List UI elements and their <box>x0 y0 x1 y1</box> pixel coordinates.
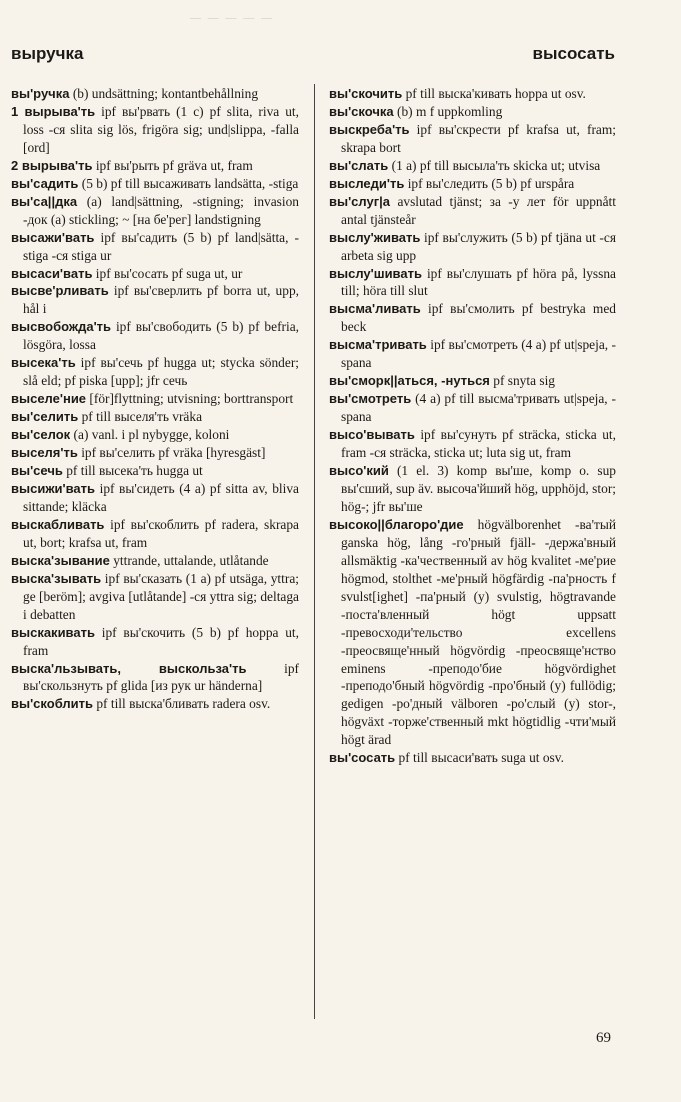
entry-definition: pf till высаси'вать suga ut osv. <box>395 750 564 766</box>
dictionary-entry <box>11 157 299 175</box>
entry-headword: высижи'вать <box>11 480 96 496</box>
entry-headword: выслу'живать <box>329 229 421 245</box>
entry-definition: ipf вы'сверлить pf borra ut, upp, hål i <box>23 283 299 317</box>
entry-headword: высма'тривать <box>329 337 427 353</box>
entry-definition: [för]flyttning; utvisning; borttransport <box>86 391 294 407</box>
dictionary-entry <box>329 157 616 175</box>
entry-headword: высма'ливать <box>329 301 421 317</box>
entry-definition: ipf вы'селить pf vräka [hyresgäst] <box>77 445 266 461</box>
entry-headword: вы'селить <box>11 409 79 425</box>
entry-definition: (b) m f uppkomling <box>393 103 503 119</box>
entry-headword: высве'рливать <box>11 283 109 299</box>
entry-definition: ipf вы'скочить (5 b) pf hoppa ut, fram <box>23 624 299 658</box>
dictionary-entry <box>11 390 299 408</box>
dictionary-entry <box>329 175 616 193</box>
entry-definition: pf till выселя'ть vräka <box>78 409 203 425</box>
entry-definition: pf till выска'бливать radera osv. <box>93 696 271 712</box>
entry-headword: вы'селок <box>11 427 71 443</box>
entry-definition: pf snyta sig <box>489 373 555 389</box>
entry-headword: выска'зывать <box>11 570 102 586</box>
header-right-guideword: высосать <box>532 44 615 63</box>
dictionary-entry <box>329 462 616 516</box>
entry-definition: ipf вы'рыть pf gräva ut, fram <box>92 157 253 173</box>
entry-headword: высвобожда'ть <box>11 319 112 335</box>
entry-definition: (1 a) pf till высыла'ть skicka ut; utvisa <box>388 157 601 173</box>
entry-headword: выска'льзывать, выскольза'ть <box>11 660 247 676</box>
entry-headword: вы'слуг|а <box>329 193 391 209</box>
header-left-guideword: выручка <box>11 44 84 63</box>
running-header <box>11 44 615 70</box>
dictionary-entry <box>11 408 299 426</box>
dictionary-entry <box>329 749 616 767</box>
entry-headword: выслу'шивать <box>329 265 422 281</box>
entry-headword: высо'кий <box>329 463 389 479</box>
dictionary-entry <box>329 390 616 426</box>
entry-definition: (1 el. 3) komp вы'ше, komp o. sup вы'сший, sup äv. высоча'йший hög, upphöjd, stor; hög-; jfr вы'ше <box>341 463 616 514</box>
entry-definition: ipf вы'слушать pf höra på, lyssna till; höra till slut <box>341 265 616 299</box>
right-column <box>329 85 616 767</box>
entry-headword: выскабливать <box>11 516 105 532</box>
entry-headword: высажи'вать <box>11 229 95 245</box>
entry-definition: (a) land|sättning, -stigning; invasion -док (a) stickling; ~ [на бе'рег] landstigning <box>23 193 299 227</box>
entry-definition: ipf вы'садить (5 b) pf land|sätta, -stiga -ся stiga ur <box>23 229 299 263</box>
entry-definition: (a) vanl. i pl nybygge, koloni <box>70 427 230 443</box>
dictionary-entry <box>11 318 299 354</box>
entry-headword: выска'зывание <box>11 552 110 568</box>
dictionary-entry <box>329 85 616 103</box>
left-column <box>11 85 299 713</box>
entry-definition: (b) undsättning; kontantbehållning <box>69 86 259 101</box>
entry-definition: ipf вы'сосать pf suga ut, ur <box>92 265 243 281</box>
dictionary-entry <box>11 552 299 570</box>
entry-definition: yttrande, uttalande, utlåtande <box>109 552 269 568</box>
dictionary-entry <box>329 426 616 462</box>
entry-definition: (5 b) pf till высаживать landsätta, -stiga <box>78 175 299 191</box>
entry-definition: ipf вы'сказать (1 a) pf utsäga, yttra; ge [beröm]; avgiva [utlåtande] -ся yttra sig; deltaga i debatten <box>23 570 299 622</box>
dictionary-entry <box>11 354 299 390</box>
entry-definition: ipf вы'следить (5 b) pf urspåra <box>404 175 575 191</box>
dictionary-entry <box>11 695 299 713</box>
entry-definition: ipf вы'служить (5 b) pf tjäna ut -ся arbeta sig upp <box>341 229 616 263</box>
dictionary-entry <box>11 516 299 552</box>
entry-headword: вы'слать <box>329 157 389 173</box>
dictionary-entry <box>11 175 299 193</box>
dictionary-entry <box>329 229 616 265</box>
entry-headword: высоко||благоро'дие <box>329 516 464 532</box>
entry-headword: высека'ть <box>11 355 76 371</box>
dictionary-entry <box>11 426 299 444</box>
entry-headword: вы'сечь <box>11 463 63 479</box>
dictionary-entry <box>329 265 616 301</box>
dictionary-entry <box>329 300 616 336</box>
entry-headword: выследи'ть <box>329 175 405 191</box>
page-number: 69 <box>596 1030 611 1046</box>
entry-definition: avslutad tjänst; за -у лет för uppnått antal tjänsteår <box>341 193 616 227</box>
entry-definition: (4 a) pf till высма'тривать ut|speja, -spana <box>341 391 616 425</box>
entry-headword: вы'сморк||аться, -нуться <box>329 373 490 389</box>
dictionary-entry <box>11 282 299 318</box>
entry-definition: ipf вы'сидеть (4 a) pf sitta av, bliva sittande; kläcka <box>23 480 299 514</box>
entry-headword: вы'скочить <box>329 86 403 101</box>
dictionary-entry <box>11 444 299 462</box>
dictionary-entry <box>11 85 299 103</box>
entry-headword: вы'скочка <box>329 103 394 119</box>
dictionary-entry <box>329 121 616 157</box>
dictionary-entry <box>11 462 299 480</box>
show-through-mark: — — — — — <box>190 12 274 24</box>
entry-definition: ipf вы'рвать (1 c) pf slita, riva ut, loss -ся slita sig lös, frigöra sig; und|slippa, -falla [ord] <box>23 103 299 155</box>
entry-definition: pf till высека'ть hugga ut <box>62 463 203 479</box>
entry-definition: ipf вы'скоблить pf radera, skrapa ut, bort; krafsa ut, fram <box>23 516 299 550</box>
dictionary-entry <box>329 336 616 372</box>
entry-definition: högvälborenhet -ва'тый ganska hög, lång -го'рный fjäll- -держа'вный allsmäktig -ка'чественный av hög kvalitet -ме'рие högmod, stolthet -ме'рный högfärdig -па'рность f svulst[ighet] -па'рный (y) svulstig, högtravande -поста'вленный högt uppsatt -превосходи'тельство excellens -преосвяще'нный högvördig -преосвяще'нство eminens -преподо'бие högvördighet -преподо'бный högvördig -про'бный (y) fullödig; gedigen -ро'дный välboren -ро'слый (y) stor-, högväxt -торже'ственный mkt högtidlig -чти'мый högt ärad <box>341 516 616 748</box>
entry-headword: вы'са||дка <box>11 193 78 209</box>
entry-definition: ipf вы'свободить (5 b) pf befria, lösgöra, lossa <box>23 319 299 353</box>
entry-headword: высо'вывать <box>329 427 415 443</box>
entry-headword: вы'смотреть <box>329 391 412 407</box>
dictionary-entry <box>11 229 299 265</box>
dictionary-entry <box>11 480 299 516</box>
entry-definition: ipf вы'смолить pf bestryka med beck <box>341 301 616 335</box>
entry-headword: 1 вырыва'ть <box>11 103 96 119</box>
column-divider <box>314 84 315 1019</box>
entry-headword: вы'сосать <box>329 750 396 766</box>
entry-headword: выскреба'ть <box>329 121 410 137</box>
dictionary-entry <box>11 103 299 157</box>
entry-headword: выселе'ние <box>11 391 87 407</box>
dictionary-entry <box>11 660 299 696</box>
dictionary-entry <box>11 193 299 229</box>
entry-definition: ipf вы'скрести pf krafsa ut, fram; skrapa bort <box>341 121 616 155</box>
dictionary-entry <box>11 265 299 283</box>
dictionary-entry <box>329 516 616 749</box>
entry-headword: высаси'вать <box>11 265 93 281</box>
entry-definition: ipf вы'сечь pf hugga ut; stycka sönder; slå eld; pf piska [upp]; jfr сечь <box>23 355 299 389</box>
entry-headword: 2 вырыва'ть <box>11 157 93 173</box>
entry-definition: ipf вы'сунуть pf sträcka, sticka ut, fram -ся sträcka, sticka ut; luta sig ut, fram <box>341 427 616 461</box>
entry-headword: выселя'ть <box>11 445 78 461</box>
entry-headword: вы'садить <box>11 175 79 191</box>
entry-definition: pf till выска'кивать hoppa ut osv. <box>402 86 586 101</box>
entry-headword: выскакивать <box>11 624 95 640</box>
dictionary-entry <box>329 103 616 121</box>
entry-definition: ipf вы'смотреть (4 a) pf ut|speja, -spana <box>341 337 616 371</box>
entry-headword: вы'скоблить <box>11 696 94 712</box>
dictionary-entry <box>11 570 299 624</box>
dictionary-entry <box>11 624 299 660</box>
entry-headword: вы'ручка <box>11 86 70 101</box>
dictionary-entry <box>329 372 616 390</box>
dictionary-entry <box>329 193 616 229</box>
entry-definition: ipf вы'скользнуть pf glida [из рук ur händerna] <box>23 660 299 694</box>
